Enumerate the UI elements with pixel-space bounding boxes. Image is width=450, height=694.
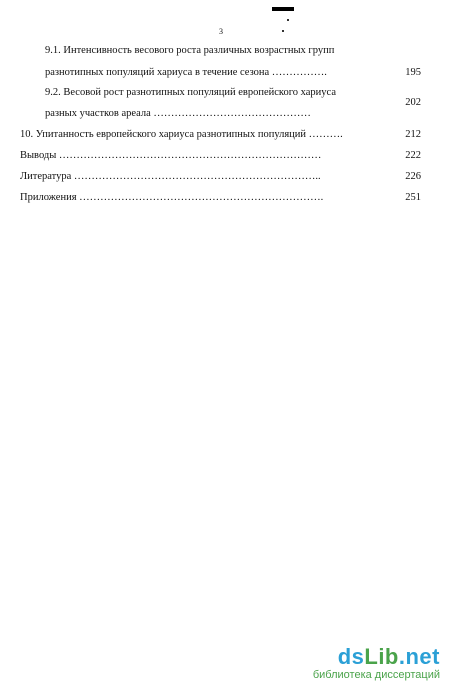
toc-page-number: 222 bbox=[405, 150, 421, 161]
toc-entry-text: Выводы ………………………………………………………………… bbox=[20, 150, 322, 161]
toc-page-number: 212 bbox=[405, 129, 421, 140]
scan-mark bbox=[272, 7, 294, 11]
toc-entry-text: Литература …………………………………………………………….. bbox=[20, 171, 321, 182]
dslib-watermark bbox=[280, 645, 440, 682]
dslib-logo bbox=[280, 645, 440, 669]
toc-entry-text: 9.2. Весовой рост разнотипных популяций европейского хариуса bbox=[45, 87, 336, 98]
page-number: 3 bbox=[219, 27, 223, 36]
toc-entry-text: разнотипных популяций хариуса в течение сезона ……………. bbox=[45, 67, 327, 78]
toc-entry-text: разных участков ареала ……………………………………… bbox=[45, 108, 311, 119]
toc-entry-text: 10. Упитанность европейского хариуса разнотипных популяций ………. bbox=[20, 129, 343, 140]
toc-page-number: 195 bbox=[405, 67, 421, 78]
scan-dot bbox=[287, 19, 289, 21]
scan-dot bbox=[282, 30, 284, 32]
logo-ds: ds bbox=[337, 644, 365, 669]
toc-page-number: 251 bbox=[405, 192, 421, 203]
toc-page-number: 202 bbox=[405, 97, 421, 108]
logo-net: .net bbox=[398, 644, 440, 669]
watermark-subtitle: библиотека диссертаций bbox=[312, 669, 440, 681]
logo-lib: Lib bbox=[364, 644, 399, 669]
toc-entry-text: 9.1. Интенсивность весового роста различных возрастных групп bbox=[45, 45, 335, 56]
toc-entry-text: Приложения ……………………………………………………………. bbox=[20, 192, 324, 203]
toc-page-number: 226 bbox=[405, 171, 421, 182]
